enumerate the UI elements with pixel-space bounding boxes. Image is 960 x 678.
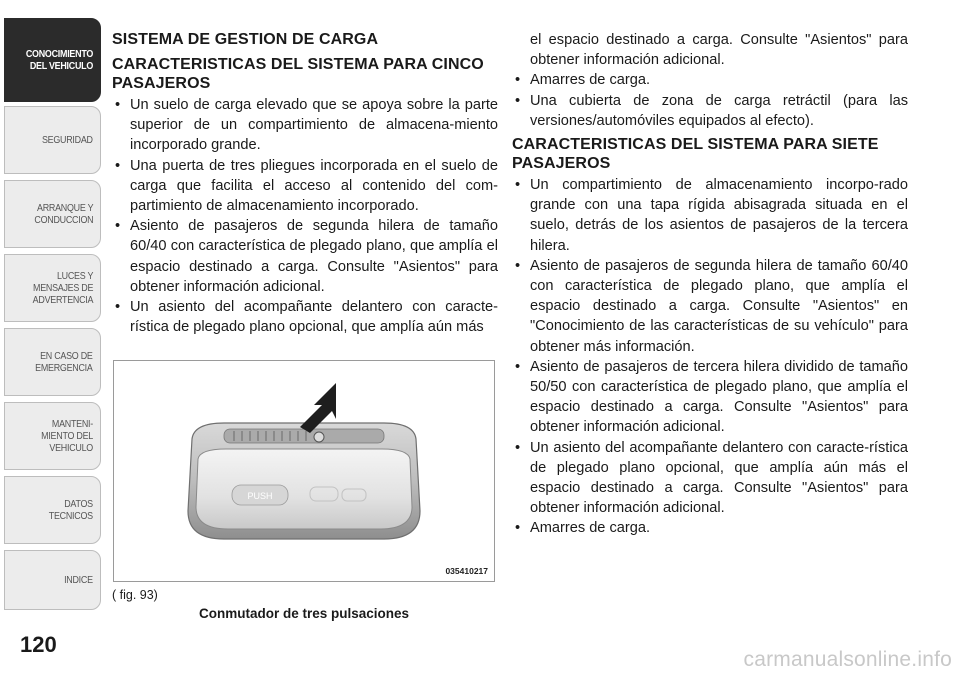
section-subheading: CARACTERISTICAS DEL SISTEMA PARA CINCO PASAJEROS	[112, 56, 484, 92]
figure-code: 035410217	[445, 566, 488, 576]
list-item: • Un asiento del acompañante delantero con caracte-rística de plegado plano opcional, que amplía aún más el espacio destinado a carga. Consulte "Asientos" para obtener información adicional.	[512, 438, 908, 519]
tab-label: DATOS TECNICOS	[48, 498, 93, 522]
tab-label: ARRANQUE Y CONDUCCION	[34, 202, 93, 226]
tab-en-caso-de-emergencia[interactable]	[4, 328, 101, 396]
figure-reference: ( fig. 93)	[112, 588, 158, 602]
tab-arranque-y-conduccion[interactable]	[4, 180, 101, 248]
figure-frame	[113, 360, 495, 582]
list-item: • Una puerta de tres pliegues incorporada en el suelo de carga que facilita el acceso al contenido del com-partimiento de almacenamiento incorporado.	[112, 156, 498, 217]
tab-label: CONOCIMIENTO DEL VEHICULO	[25, 48, 93, 72]
figure-caption: Conmutador de tres pulsaciones	[198, 606, 410, 621]
tab-datos-tecnicos[interactable]	[4, 476, 101, 544]
section-heading: SISTEMA DE GESTION DE CARGA	[112, 31, 379, 48]
list-item: • Asiento de pasajeros de segunda hilera de tamaño 60/40 con característica de plegado plano, que amplía el espacio destinado a carga. Consulte "Asientos" para obtener información adicional.	[112, 216, 498, 297]
section-subheading: CARACTERISTICAS DEL SISTEMA PARA SIETE PASAJEROS	[512, 136, 879, 173]
watermark: carmanualsonline.info	[743, 648, 952, 671]
list-item: • Amarres de carga.	[512, 70, 908, 90]
feature-list-seven	[512, 175, 908, 539]
list-item: • Una cubierta de zona de carga retráctil (para las versiones/automóviles equipados al efecto).	[512, 91, 908, 131]
list-item: • Un asiento del acompañante delantero con caracte-rística de plegado plano opcional, que amplía aún más	[112, 297, 498, 337]
tab-conocimiento-del-vehiculo[interactable]	[4, 18, 101, 102]
tab-mantenimiento-del-vehiculo[interactable]	[4, 402, 101, 470]
page-number: 120	[20, 632, 57, 657]
list-item: • Asiento de pasajeros de segunda hilera de tamaño 60/40 con característica de plegado plano, que amplía el espacio destinado a carga. Consulte "Asientos" en "Conocimiento de las características de su vehículo" para obtener más información.	[512, 256, 908, 357]
tab-seguridad[interactable]	[4, 106, 101, 174]
list-item: • Un suelo de carga elevado que se apoya sobre la parte superior de un compartimiento de almacena-miento incorporado grande.	[112, 95, 498, 156]
push-button-label: PUSH	[247, 491, 273, 501]
list-item: • Amarres de carga.	[512, 518, 908, 538]
list-item: • Asiento de pasajeros de tercera hilera dividido de tamaño 50/50 con característica de plegado plano, que amplía el espacio destinado a carga. Consulte "Asientos" para obtener información adicional.	[512, 357, 908, 438]
right-column	[512, 30, 908, 539]
feature-list	[112, 95, 498, 337]
overhead-console-illustration	[114, 361, 494, 581]
tab-label: EN CASO DE EMERGENCIA	[35, 350, 93, 374]
tab-label: LUCES Y MENSAJES DE ADVERTENCIA	[32, 270, 93, 306]
feature-list-continued	[512, 30, 908, 131]
list-item: • Un compartimiento de almacenamiento incorpo-rado grande con una tapa rígida abisagrada situada en el suelo, detrás de los asientos de pasajeros de la tercera hilera.	[512, 175, 908, 256]
left-column	[112, 30, 498, 337]
tab-label: MANTENI- MIENTO DEL VEHICULO	[41, 418, 93, 454]
tab-label: SEGURIDAD	[42, 134, 93, 146]
tab-indice[interactable]	[4, 550, 101, 610]
chapter-sidebar	[0, 0, 104, 678]
tab-label: INDICE	[64, 574, 93, 586]
tab-luces-y-mensajes[interactable]	[4, 254, 101, 322]
list-item-continuation: el espacio destinado a carga. Consulte "Asientos" para obtener información adicional.	[530, 32, 908, 69]
